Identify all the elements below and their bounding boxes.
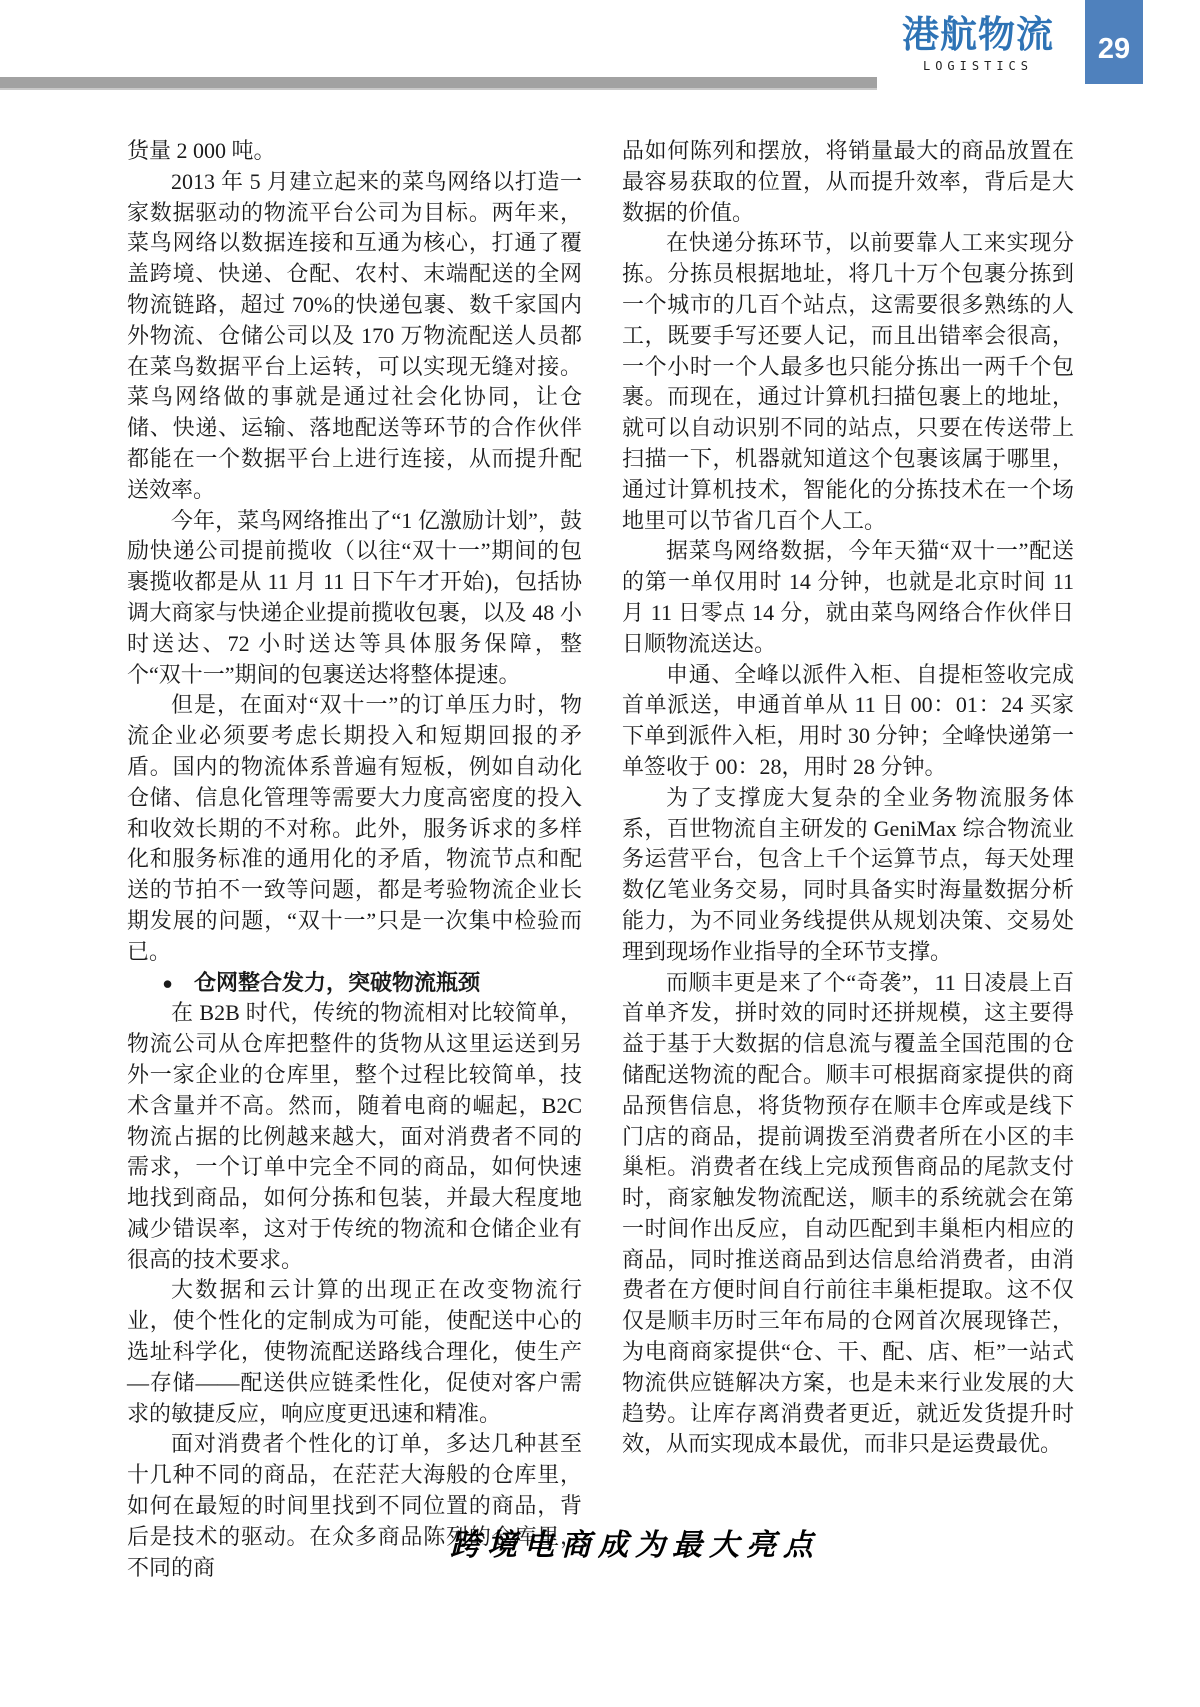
paragraph: 品如何陈列和摆放，将销量最大的商品放置在最容易获取的位置，从而提升效率，背后是大数据的价值。	[622, 138, 1074, 225]
paragraph: 面对消费者个性化的订单，多达几种甚至十几种不同的商品，在茫茫大海般的仓库里，如何在最短的时间里找到不同位置的商品，背后是技术的驱动。在众多商品陈列的仓库里，不同的商	[127, 1431, 582, 1580]
article-column-right	[622, 136, 1074, 1460]
section-heading-label: 仓网整合发力，突破物流瓶颈	[193, 969, 480, 995]
masthead	[880, 14, 1076, 73]
paragraph: 据菜鸟网络数据，今年天猫“双十一”配送的第一单仅用时 14 分钟，也就是北京时间 11 月 11 日零点 14 分，就由菜鸟网络合作伙伴日日顺物流送达。	[622, 538, 1074, 656]
bullet-icon: ●	[162, 972, 173, 993]
paragraph: 但是，在面对“双十一”的订单压力时，物流企业必须要考虑长期投入和短期回报的矛盾。国内的物流体系普遍有短板，例如自动化仓储、信息化管理等需要大力度高密度的投入和收效长期的不对称。此外，服务诉求的多样化和服务标准的通用化的矛盾，物流节点和配送的节拍不一致等问题，都是考验物流企业长期发展的问题，“双十一”只是一次集中检验而已。	[127, 692, 582, 964]
next-section-title: 跨境电商成为最大亮点	[450, 1529, 820, 1562]
paragraph: 2013 年 5 月建立起来的菜鸟网络以打造一家数据驱动的物流平台公司为目标。两年来，菜鸟网络以数据连接和互通为核心，打通了覆盖跨境、快递、仓配、农村、末端配送的全网物流链路，超过 70%的快递包裹、数千家国内外物流、仓储公司以及 170 万物流配送人员都在菜鸟数据平台上运转，可以实现无缝对接。菜鸟网络做的事就是通过社会化协同，让仓储、快递、运输、落地配送等环节的合作伙伴都能在一个数据平台上进行连接，从而提升配送效率。	[127, 168, 582, 502]
magazine-section-subtitle: LOGISTICS	[922, 59, 1034, 73]
article-column-left	[127, 136, 582, 1583]
paragraph: 货量 2 000 吨。	[127, 138, 276, 163]
paragraph: 申通、全峰以派件入柜、自提柜签收完成首单派送，申通首单从 11 日 00：01：24 买家下单到派件入柜，用时 30 分钟；全峰快递第一单签收于 00：28，用时 28 分钟。	[622, 661, 1074, 779]
page-number-badge	[1085, 0, 1143, 84]
paragraph: 大数据和云计算的出现正在改变物流行业，使个性化的定制成为可能，使配送中心的选址科学化，使物流配送路线合理化，使生产—存储——配送供应链柔性化，促使对客户需求的敏捷反应，响应度更迅速和精准。	[127, 1277, 582, 1426]
paragraph: 为了支撑庞大复杂的全业务物流服务体系，百世物流自主研发的 GeniMax 综合物流业务运营平台，包含上千个运算节点，每天处理数亿笔业务交易，同时具备实时海量数据分析能力，为不同业务线提供从规划决策、交易处理到现场作业指导的全环节支撑。	[622, 784, 1074, 964]
paragraph: 今年，菜鸟网络推出了“1 亿激励计划”，鼓励快递公司提前揽收（以往“双十一”期间的包裹揽收都是从 11 月 11 日下午才开始)，包括协调大商家与快递企业提前揽收包裹，以及 48 小时送达、72 小时送达等具体服务保障，整个“双十一”期间的包裹送达将整体提速。	[127, 507, 582, 687]
paragraph: 在 B2B 时代，传统的物流相对比较简单，物流公司从仓库把整件的货物从这里运送到另外一家企业的仓库里，整个过程比较简单，技术含量并不高。然而，随着电商的崛起，B2C 物流占据的比例越来越大，面对消费者不同的需求，一个订单中完全不同的商品，如何快速地找到商品，如何分拣和包装，并最大程度地减少错误率，这对于传统的物流和仓储企业有很高的技术要求。	[127, 1000, 582, 1272]
section-heading	[127, 968, 582, 999]
magazine-section-title: 港航物流	[902, 14, 1054, 55]
page-number: 29	[1097, 32, 1131, 65]
paragraph: 在快递分拣环节，以前要靠人工来实现分拣。分拣员根据地址，将几十万个包裹分拣到一个城市的几百个站点，这需要很多熟练的人工，既要手写还要人记，而且出错率会很高，一个小时一个人最多也只能分拣出一两千个包裹。而现在，通过计算机扫描包裹上的地址，就可以自动识别不同的站点，只要在传送带上扫描一下，机器就知道这个包裹该属于哪里，通过计算机技术，智能化的分拣技术在一个场地里可以节省几百个人工。	[622, 230, 1074, 533]
paragraph: 而顺丰更是来了个“奇袭”，11 日凌晨上百首单齐发，拼时效的同时还拼规模，这主要得益于基于大数据的信息流与覆盖全国范围的仓储配送物流的配合。顺丰可根据商家提供的商品预售信息，将货物预存在顺丰仓库或是线下门店的商品，提前调拨至消费者所在小区的丰巢柜。消费者在线上完成预售商品的尾款支付时，商家触发物流配送，顺丰的系统就会在第一时间作出反应，自动匹配到丰巢柜内相应的商品，同时推送商品到达信息给消费者，由消费者在方便时间自行前往丰巢柜提取。这不仅仅是顺丰历时三年布局的仓网首次展现锋芒，为电商商家提供“仓、干、配、店、柜”一站式物流供应链解决方案，也是未来行业发展的大趋势。让库存离消费者更近，就近发货提升时效，从而实现成本最优，而非只是运费最优。	[622, 969, 1074, 1457]
header-rule-bar	[0, 77, 877, 90]
